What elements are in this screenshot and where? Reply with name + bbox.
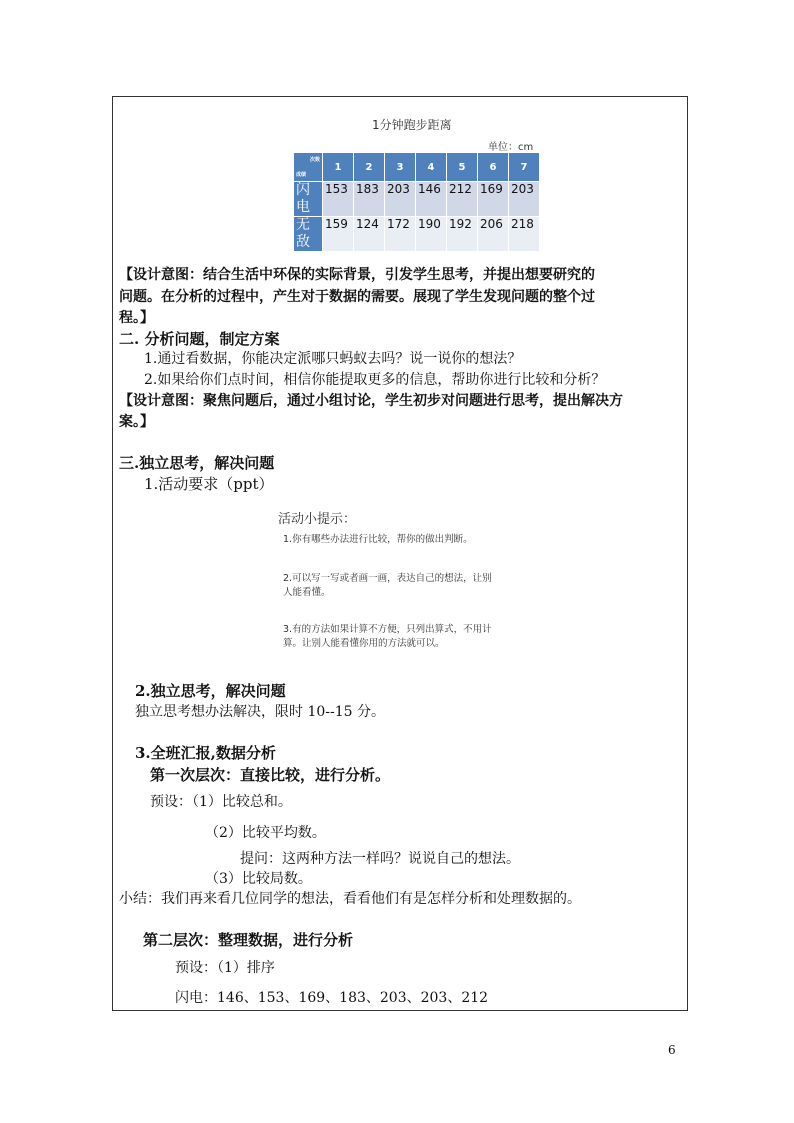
column-header: 1 bbox=[323, 153, 354, 182]
table-cell: 212 bbox=[447, 182, 478, 217]
tip-3-line1: 3.有的方法如果计算不方便，只列出算式，不用计 bbox=[283, 624, 492, 635]
design-intent-1-line3: 程。】 bbox=[119, 310, 154, 326]
table-title: 1分钟跑步距离 bbox=[372, 118, 452, 132]
design-intent-1-line1: 【设计意图：结合生活中环保的实际背景，引发学生思考，并提出想要研究的 bbox=[119, 267, 595, 283]
table-cell: 124 bbox=[354, 217, 385, 252]
column-header: 7 bbox=[509, 153, 540, 182]
summary-text: 小结：我们再来看几位同学的想法，看看他们有是怎样分析和处理数据的。 bbox=[119, 891, 581, 907]
row-header: 闪电 bbox=[294, 182, 323, 217]
question-text: 提问：这两种方法一样吗？说说自己的想法。 bbox=[240, 851, 520, 867]
running-distance-table bbox=[293, 152, 540, 252]
step-2-heading: 2.独立思考，解决问题 bbox=[135, 682, 286, 700]
column-header: 4 bbox=[416, 153, 447, 182]
table-cell: 203 bbox=[509, 182, 540, 217]
table-cell: 159 bbox=[323, 217, 354, 252]
step-3-heading: 3.全班汇报,数据分析 bbox=[135, 744, 276, 762]
row-header: 无敌 bbox=[294, 217, 323, 252]
design-intent-2-line1: 【设计意图：聚焦问题后，通过小组讨论，学生初步对问题进行思考，提出解决方 bbox=[119, 393, 623, 409]
page-number: 6 bbox=[668, 1043, 676, 1057]
sorted-data-line: 闪电：146、153、169、183、203、203、212 bbox=[175, 990, 489, 1006]
table-cell: 203 bbox=[385, 182, 416, 217]
preset-3: （3）比较局数。 bbox=[205, 871, 312, 887]
section-2-question-2: 2.如果给你们点时间，相信你能提取更多的信息，帮助你进行比较和分析？ bbox=[144, 372, 606, 388]
table-cell: 190 bbox=[416, 217, 447, 252]
tip-2-line2: 人能看懂。 bbox=[283, 587, 331, 598]
activity-requirement: 1.活动要求（ppt） bbox=[144, 475, 274, 493]
level-2-preset: 预设：（1）排序 bbox=[175, 960, 275, 976]
tip-3-line2: 算。让别人能看懂你用的方法就可以。 bbox=[283, 638, 445, 649]
table-cell: 146 bbox=[416, 182, 447, 217]
table-cell: 183 bbox=[354, 182, 385, 217]
section-2-question-1: 1.通过看数据，你能决定派哪只蚂蚁去吗？说一说你的想法？ bbox=[144, 351, 522, 367]
section-3-heading: 三.独立思考，解决问题 bbox=[119, 454, 275, 472]
column-header: 6 bbox=[478, 153, 509, 182]
table-cell: 153 bbox=[323, 182, 354, 217]
table-cell: 169 bbox=[478, 182, 509, 217]
table-cell: 218 bbox=[509, 217, 540, 252]
corner-bottom-label: 成绩 bbox=[296, 172, 307, 178]
tips-title: 活动小提示： bbox=[278, 512, 357, 527]
preset-1: 预设：（1）比较总和。 bbox=[150, 794, 292, 810]
table-cell: 172 bbox=[385, 217, 416, 252]
column-header: 5 bbox=[447, 153, 478, 182]
table-row bbox=[294, 182, 540, 217]
column-header: 2 bbox=[354, 153, 385, 182]
section-2-heading: 二. 分析问题，制定方案 bbox=[119, 330, 280, 348]
preset-2: （2）比较平均数。 bbox=[205, 825, 326, 841]
column-header: 3 bbox=[385, 153, 416, 182]
table-header-row bbox=[294, 153, 540, 182]
table-cell: 192 bbox=[447, 217, 478, 252]
design-intent-1-line2: 问题。在分析的过程中，产生对于数据的需要。展现了学生发现问题的整个过 bbox=[119, 289, 595, 305]
design-intent-2-line2: 案。】 bbox=[119, 414, 154, 430]
level-1-heading: 第一次层次：直接比较，进行分析。 bbox=[150, 766, 391, 784]
tip-1: 1.你有哪些办法进行比较，帮你的做出判断。 bbox=[283, 534, 473, 545]
table-unit: 单位：cm bbox=[488, 142, 534, 153]
table-corner-cell bbox=[294, 153, 323, 182]
table-row bbox=[294, 217, 540, 252]
corner-top-label: 次数 bbox=[309, 157, 320, 163]
table-cell: 206 bbox=[478, 217, 509, 252]
tip-2-line1: 2.可以写一写或者画一画，表达自己的想法，让别 bbox=[283, 573, 492, 584]
step-2-text: 独立思考想办法解决，限时 10--15 分。 bbox=[135, 704, 385, 720]
level-2-heading: 第二层次：整理数据，进行分析 bbox=[143, 931, 354, 949]
